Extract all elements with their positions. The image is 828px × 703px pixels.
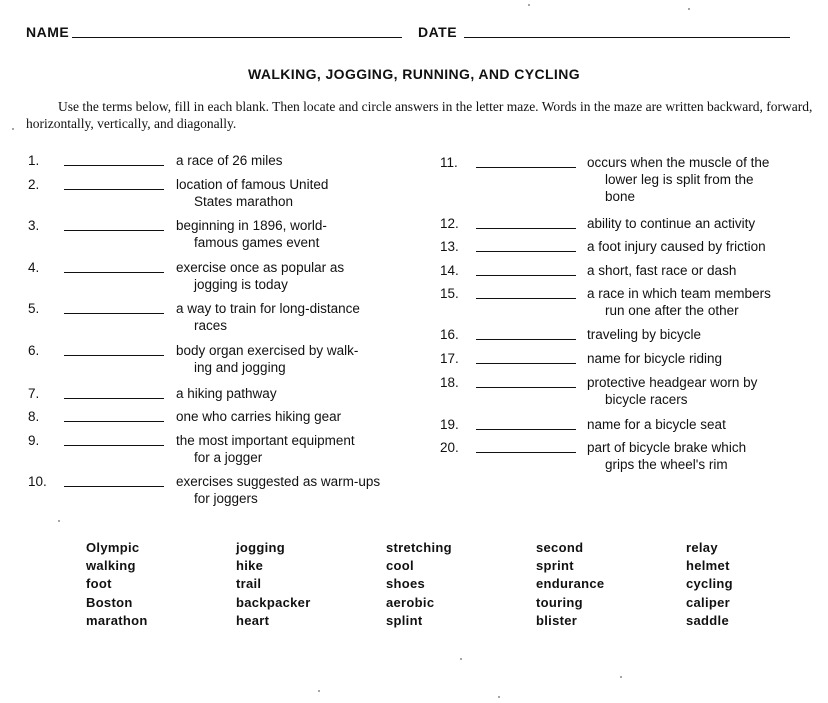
question-text-line: a race in which team members <box>587 286 771 301</box>
word-bank-term: trail <box>236 576 262 591</box>
word-bank-term: jogging <box>236 540 286 555</box>
question-text <box>176 300 436 334</box>
word-bank-term: relay <box>686 540 718 555</box>
question-number: 9. <box>28 433 40 448</box>
answer-blank[interactable] <box>64 445 164 446</box>
scan-speck <box>528 4 530 6</box>
question-text-line: name for bicycle riding <box>587 351 723 366</box>
word-bank-term: second <box>536 540 584 555</box>
question-text-line: ability to continue an activity <box>587 216 756 231</box>
name-field[interactable] <box>72 37 402 38</box>
question-text <box>176 432 436 466</box>
answer-blank[interactable] <box>64 355 164 356</box>
word-bank-term: marathon <box>86 613 148 628</box>
question-text-line: a way to train for long-distance <box>176 301 360 316</box>
answer-blank[interactable] <box>64 486 164 487</box>
word-bank-term: Boston <box>86 595 133 610</box>
answer-blank[interactable] <box>64 189 164 190</box>
question-text-line: lower leg is split from the <box>605 172 754 187</box>
question-text-line: a hiking pathway <box>176 386 277 401</box>
answer-blank[interactable] <box>476 387 576 388</box>
word-bank-term: shoes <box>386 576 426 591</box>
question-text <box>587 285 828 319</box>
question-number: 11. <box>440 155 458 170</box>
question-number: 19. <box>440 417 459 432</box>
question-number: 3. <box>28 218 40 233</box>
word-bank-term: Olympic <box>86 540 140 555</box>
question-text <box>587 238 828 255</box>
question-text-line: beginning in 1896, world- <box>176 218 327 233</box>
question-text-line: races <box>194 318 228 333</box>
word-bank-term: saddle <box>686 613 729 628</box>
question-number: 13. <box>440 239 459 254</box>
answer-blank[interactable] <box>64 272 164 273</box>
question-text <box>176 259 436 293</box>
question-text <box>176 217 436 251</box>
question-number: 6. <box>28 343 40 358</box>
instructions: Use the terms below, fill in each blank. Then locate and circle answers in the letter maze. Words in the maze are written backward, forward, horizontally, vertically, and diagonally. <box>26 99 813 131</box>
question-number: 18. <box>440 375 459 390</box>
question-text-line: part of bicycle brake which <box>587 440 747 455</box>
word-bank-term: heart <box>236 613 270 628</box>
word-bank-term: caliper <box>686 595 731 610</box>
answer-blank[interactable] <box>476 228 576 229</box>
answer-blank[interactable] <box>476 298 576 299</box>
date-field[interactable] <box>464 37 790 38</box>
question-text <box>587 215 828 232</box>
question-text <box>176 408 436 425</box>
question-text <box>176 385 436 402</box>
answer-blank[interactable] <box>64 165 164 166</box>
question-text-line: a race of 26 miles <box>176 153 283 168</box>
scan-speck <box>460 658 462 660</box>
question-number: 4. <box>28 260 40 275</box>
question-text-line: grips the wheel's rim <box>605 457 728 472</box>
word-bank-term: helmet <box>686 558 730 573</box>
question-text-line: for joggers <box>194 491 258 506</box>
word-bank-term: sprint <box>536 558 574 573</box>
date-label: DATE <box>418 24 458 40</box>
question-text <box>587 262 828 279</box>
word-bank-term: hike <box>236 558 264 573</box>
answer-blank[interactable] <box>476 452 576 453</box>
question-number: 1. <box>28 153 40 168</box>
question-number: 20. <box>440 440 459 455</box>
question-number: 2. <box>28 177 40 192</box>
name-label: NAME <box>26 24 70 40</box>
word-bank-term: endurance <box>536 576 605 591</box>
answer-blank[interactable] <box>476 167 576 168</box>
question-text <box>176 342 436 376</box>
question-text <box>587 374 828 408</box>
question-text-line: occurs when the muscle of the <box>587 155 770 170</box>
question-text <box>176 473 436 507</box>
answer-blank[interactable] <box>476 339 576 340</box>
question-text <box>587 416 828 433</box>
question-number: 5. <box>28 301 40 316</box>
question-text-line: location of famous United <box>176 177 329 192</box>
scan-speck <box>688 8 690 10</box>
answer-blank[interactable] <box>64 421 164 422</box>
question-text-line: States marathon <box>194 194 294 209</box>
question-text-line: for a jogger <box>194 450 263 465</box>
question-text-line: ing and jogging <box>194 360 286 375</box>
question-text-line: exercises suggested as warm-ups <box>176 474 381 489</box>
question-text-line: name for a bicycle seat <box>587 417 726 432</box>
question-text-line: body organ exercised by walk- <box>176 343 359 358</box>
answer-blank[interactable] <box>64 230 164 231</box>
question-text-line: traveling by bicycle <box>587 327 702 342</box>
word-bank-term: foot <box>86 576 112 591</box>
question-text-line: famous games event <box>194 235 320 250</box>
answer-blank[interactable] <box>64 398 164 399</box>
page-title: WALKING, JOGGING, RUNNING, AND CYCLING <box>247 66 581 82</box>
question-text-line: bone <box>605 189 636 204</box>
question-text-line: protective headgear worn by <box>587 375 758 390</box>
scan-speck <box>498 696 500 698</box>
question-number: 14. <box>440 263 459 278</box>
question-text-line: a foot injury caused by friction <box>587 239 766 254</box>
scan-speck <box>58 520 60 522</box>
question-text-line: jogging is today <box>194 277 288 292</box>
word-bank-term: blister <box>536 613 578 628</box>
word-bank-term: aerobic <box>386 595 435 610</box>
question-number: 7. <box>28 386 40 401</box>
word-bank-term: backpacker <box>236 595 311 610</box>
word-bank-term: touring <box>536 595 583 610</box>
question-text-line: one who carries hiking gear <box>176 409 342 424</box>
question-text <box>587 326 828 343</box>
word-bank-term: splint <box>386 613 423 628</box>
answer-blank[interactable] <box>476 251 576 252</box>
question-text <box>587 154 828 205</box>
scan-speck <box>318 690 320 692</box>
answer-blank[interactable] <box>476 275 576 276</box>
question-text-line: exercise once as popular as <box>176 260 345 275</box>
question-text <box>176 152 436 169</box>
question-number: 17. <box>440 351 459 366</box>
question-number: 16. <box>440 327 459 342</box>
question-text-line: run one after the other <box>605 303 739 318</box>
question-text <box>176 176 436 210</box>
word-bank-term: stretching <box>386 540 452 555</box>
question-text <box>587 350 828 367</box>
word-bank-term: cycling <box>686 576 733 591</box>
answer-blank[interactable] <box>476 363 576 364</box>
scan-speck <box>12 128 14 130</box>
question-text-line: the most important equipment <box>176 433 355 448</box>
question-text <box>587 439 828 473</box>
question-number: 15. <box>440 286 459 301</box>
question-number: 10. <box>28 474 47 489</box>
question-text-line: a short, fast race or dash <box>587 263 737 278</box>
question-number: 8. <box>28 409 40 424</box>
question-number: 12. <box>440 216 459 231</box>
scan-speck <box>620 676 622 678</box>
question-text-line: bicycle racers <box>605 392 688 407</box>
word-bank-term: cool <box>386 558 414 573</box>
answer-blank[interactable] <box>64 313 164 314</box>
answer-blank[interactable] <box>476 429 576 430</box>
word-bank-term: walking <box>86 558 136 573</box>
